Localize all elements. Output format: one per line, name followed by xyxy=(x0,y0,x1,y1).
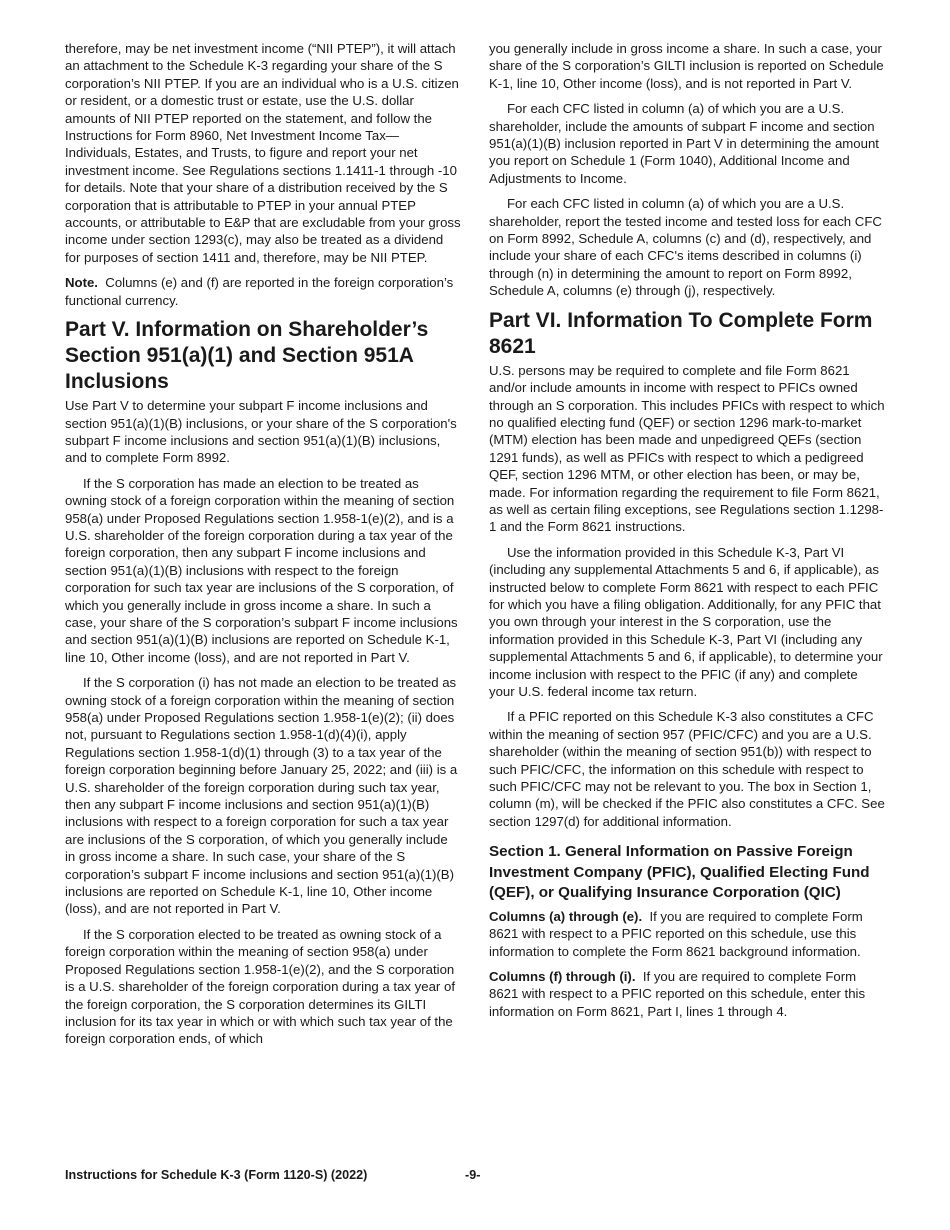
left-column xyxy=(65,40,461,1056)
paragraph: For each CFC listed in column (a) of which you are a U.S. shareholder, include the amounts of subpart F income and section 951(a)(1)(B) inclusion reported in Part V in determining the amount you report on Schedule 1 (Form 1040), Additional Income and Adjustments to Income. xyxy=(489,101,879,186)
paragraph: If the S corporation has made an election to be treated as owning stock of a foreign corporation within the meaning of section 958(a) under Proposed Regulations section 1.958-1(e)(2), and is a U.S. shareholder of the foreign corporation during a tax year of the foreign corporation, then any subpart F income inclusions and section 951(a)(1)(B) inclusions with respect to the foreign corporation for such tax year are inclusions of the S corporation, of which you generally include in gross income a share. In such a case, your share of the S corporation’s subpart F income inclusions and section 951(a)(1)(B) inclusions are reported on Schedule K-1, line 10, Other income (loss), and are not reported in Part V. xyxy=(65,475,458,665)
note-text: Columns (e) and (f) are reported in the foreign corporation’s functional currency. xyxy=(65,275,454,308)
part6-heading: Part VI. Information To Complete Form 8621 xyxy=(489,308,873,358)
columns-a-e-paragraph xyxy=(489,908,885,960)
paragraph: If a PFIC reported on this Schedule K-3 also constitutes a CFC within the meaning of section 957 (PFIC/CFC) and you are a U.S. shareholder (within the meaning of section 951(b)) with respect to such PFIC/CFC, the information on this schedule with respect to such PFIC/CFC may not be relevant to you. The box in Section 1, column (m), will be checked if the PFIC also constitutes a CFC. See section 1297(d) for additional information. xyxy=(489,709,885,829)
columns-f-i-label: Columns (f) through (i). xyxy=(489,968,636,984)
paragraph: you generally include in gross income a share. In such a case, your share of the S corporation’s GILTI inclusion is reported on Schedule K-1, line 10, Other income (loss), and is not reported in Part V. xyxy=(489,41,884,91)
part5-heading: Part V. Information on Shareholder’s Section 951(a)(1) and Section 951A Inclusions xyxy=(65,318,429,394)
paragraph: If the S corporation (i) has not made an election to be treated as owning stock of a foreign corporation within the meaning of section 958(a) under Proposed Regulations section 1.958-1(e)(2); (ii) does not, pursuant to Regulations section 1.958-1(d)(4)(i), apply Regulations section 1.958-1(d)(1) through (3) to a tax year of the foreign corporation beginning before January 25, 2022; and (iii) is a U.S. shareholder of the foreign corporation during such tax year, then any subpart F income inclusions and section 951(a)(1)(B) inclusions with respect to a foreign corporation for such a tax year are inclusions of the S corporation, of which you generally include in gross income a share. In such case, your share of the S corporation’s subpart F income inclusions and section 951(a)(1)(B) inclusions are reported on Schedule K-1, line 10, Other income (loss), and are not reported in Part V. xyxy=(65,675,458,917)
columns-a-e-label: Columns (a) through (e). xyxy=(489,908,643,924)
right-column xyxy=(489,40,885,1028)
columns-f-i-text: If you are required to complete Form 8621 with respect to a PFIC reported on this schedule, enter this information on Form 8621, Part I, lines 1 through 4. xyxy=(489,968,866,1019)
note-paragraph xyxy=(65,274,461,309)
paragraph: therefore, may be net investment income (“NII PTEP”), it will attach an attachment to the Schedule K-3 regarding your share of the S corporation’s NII PTEP. If you are an individual who is a U.S. citizen or resident, or a domestic trust or estate, use the U.S. dollar amounts of NII PTEP reported on the statement, and follow the Instructions for Form 8960, Net Investment Income Tax— Individuals, Estates, and Trusts, to figure and report your net investment income. See Regulations sections 1.1411-1 through -10 for details. Note that your share of a distribution received by the S corporation that is attributable to PTEP in your annual PTEP accounts, or attributable to E&P that are excludable from your gross income under section 1293(c), may also be treated as a dividend for purposes of section 1411 and, therefore, may be NII PTEP. xyxy=(65,41,461,265)
columns-f-i-paragraph xyxy=(489,968,885,1020)
footer-title: Instructions for Schedule K-3 (Form 1120-S) (2022) xyxy=(65,1168,368,1182)
paragraph: U.S. persons may be required to complete and file Form 8621 and/or include amounts in income with respect to PFICs owned through an S corporation. This includes PFICs with respect to which no qualified electing fund (QEF) or section 1296 mark-to-market (MTM) election has been made and unpedigreed QEFs (section 1291 funds), as well as PFICs with respect to which a pedigreed QEF, section 1296 MTM, or other election has been, or may be, made. For information regarding the requirement to file Form 8621, as well as certain filing exceptions, see Regulations section 1.1298-1 and the Form 8621 instructions. xyxy=(489,362,885,535)
paragraph: For each CFC listed in column (a) of which you are a U.S. shareholder, report the tested income and tested loss for each CFC on Form 8992, Schedule A, columns (c) and (d), respectively, and include your share of each CFC's items described in columns (i) through (n) in determining the amount to report on Form 8992, Schedule A, columns (e) through (j), respectively. xyxy=(489,196,882,299)
paragraph: Use Part V to determine your subpart F income inclusions and section 951(a)(1)(B) inclusions, or your share of the S corporation's subpart F income inclusions and section 951(a)(1)(B) inclusions, and to complete Form 8992. xyxy=(65,398,457,466)
columns-a-e-text: If you are required to complete Form 8621 with respect to a PFIC reported on this schedule, use this information to complete the Form 8621 background information. xyxy=(489,908,863,959)
page-number: -9- xyxy=(465,1168,481,1182)
paragraph: If the S corporation elected to be treated as owning stock of a foreign corporation within the meaning of section 958(a) under Proposed Regulations section 1.958-1(e)(2), and the S corporation is a U.S. shareholder of the foreign corporation during a tax year of the foreign corporation, the S corporation determines its GILTI inclusion for its tax year in which or with which such tax year of the foreign corporation ends, of which xyxy=(65,926,455,1047)
note-label: Note. xyxy=(65,275,98,291)
section1-heading: Section 1. General Information on Passive Foreign Investment Company (PFIC), Qualified Electing Fund (QEF), or Qualifying Insurance Corporation (QIC) xyxy=(489,843,870,902)
paragraph: Use the information provided in this Schedule K-3, Part VI (including any supplemental Attachments 5 and 6, if applicable), as instructed below to complete Form 8621 with respect to each PFIC for which you have a filing obligation. Additionally, for any PFIC that you own through your interest in the S corporation, use the information provided in this Schedule K-3, Part VI (including any supplemental Attachments 5 and 6, if applicable), to determine your income inclusion with respect to the PFIC (if any) and complete your U.S. federal income tax return. xyxy=(489,544,883,699)
